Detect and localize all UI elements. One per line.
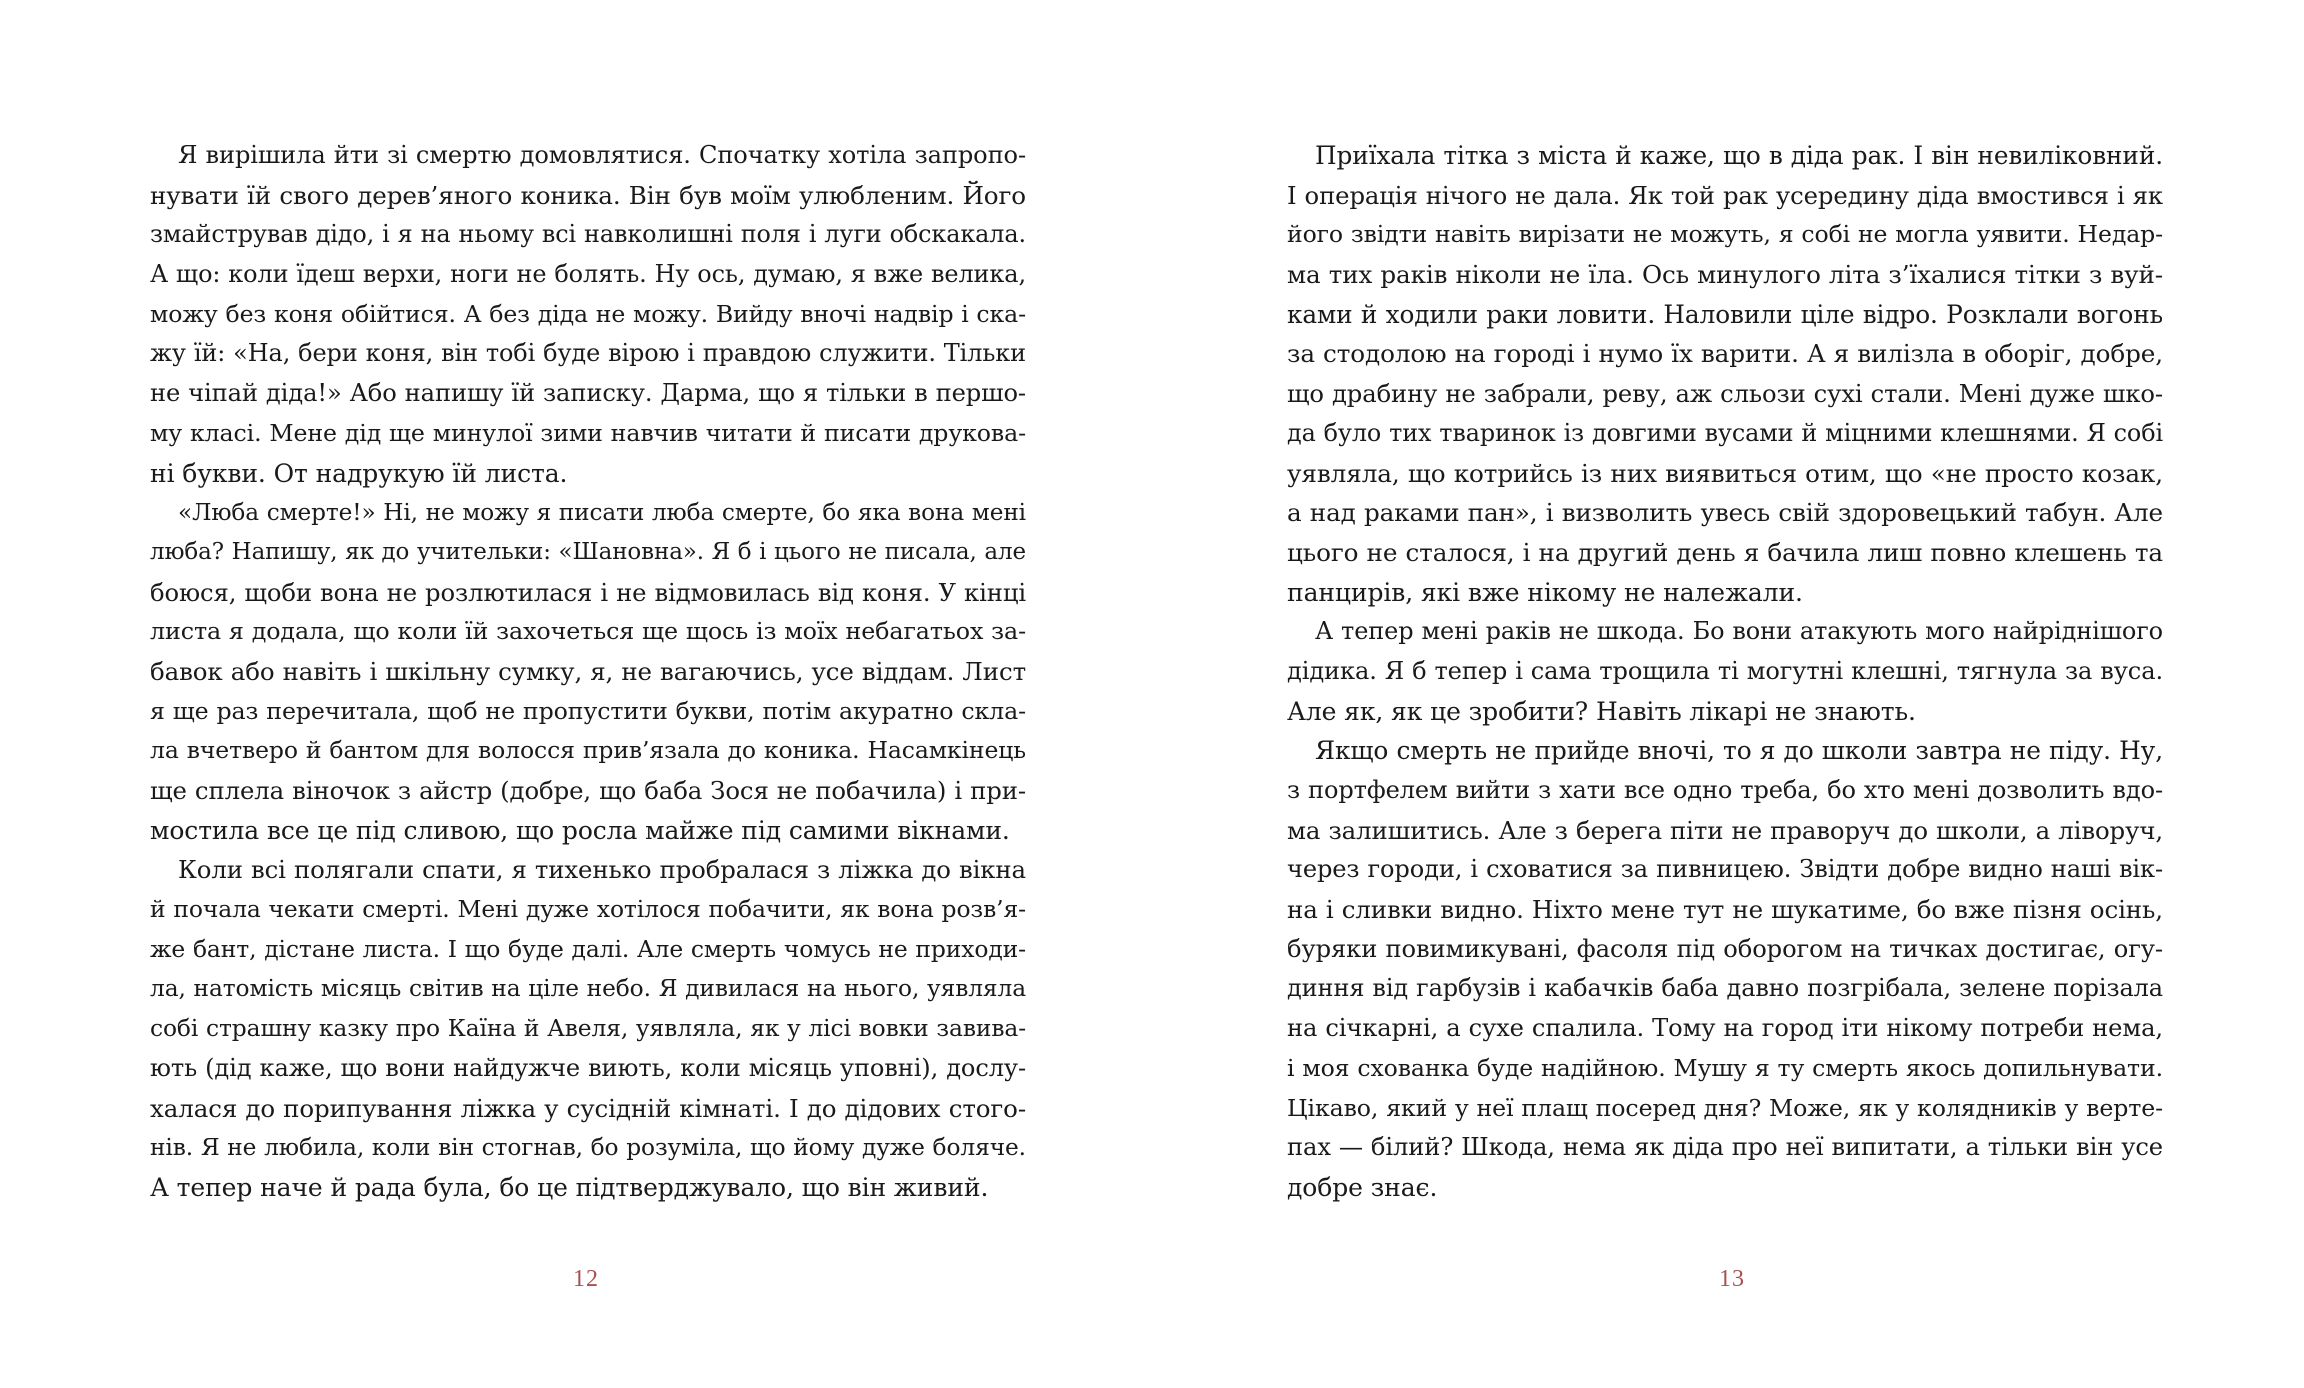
text-line: диння від гарбузів і кабачків баба давно позгрібала, зелене порізала — [1287, 974, 2163, 1003]
text-line: за стодолою на городі і нумо їх варити. А я вилізла в оборіг, добре, — [1287, 339, 2163, 369]
text-line: Якщо смерть не прийде вночі, то я до школи завтра не піду. Ну, — [1315, 736, 2163, 766]
text-line: його звідти навіть вирізати не можуть, я собі не могла уявити. Недар- — [1287, 220, 2163, 249]
text-line: «Люба смерте!» Ні, не можу я писати люба смерте, бо яка вона мені — [178, 499, 1026, 527]
text-line: панцирів, які вже нікому не належали. — [1287, 577, 1803, 607]
text-line: Але як, як це зробити? Навіть лікарі не знають. — [1287, 696, 1916, 726]
text-line: не чіпай діда!» Або напишу їй записку. Дарма, що я тільки в першо- — [150, 379, 1026, 408]
text-line: а над раками пан», і визволить увесь свій здоровецький табун. Але — [1287, 498, 2163, 528]
text-line: да було тих тваринок із довгими вусами й міцними клешнями. Я собі — [1287, 418, 2163, 447]
text-line: добре знає. — [1287, 1172, 1438, 1202]
text-line: ють (дід каже, що вони найдужче виють, коли місяць уповні), дослу- — [150, 1053, 1026, 1082]
text-line: Я вирішила йти зі смертю домовлятися. Спочатку хотіла запропо- — [178, 141, 1026, 169]
text-line: на січкарні, а сухе спалила. Тому на город іти нікому потреби нема, — [1287, 1014, 2163, 1043]
text-line: нувати їй свого дерев’яного коника. Він був моїм улюбленим. Його — [150, 180, 1026, 210]
text-line: буряки повимикувані, фасоля під оборогом на тичках достигає, огу- — [1287, 934, 2163, 963]
text-line: і моя схованка буде надійною. Мушу я ту смерть якось допильнувати. — [1287, 1053, 2163, 1082]
text-line: ні букви. От надрукую їй листа. — [150, 458, 568, 488]
text-line: люба? Напишу, як до учительки: «Шановна». Я б і цього не писала, але — [150, 538, 1026, 565]
text-line: й почала чекати смерті. Мені дуже хотілося побачити, як вона розв’я- — [150, 895, 1026, 924]
text-line: А тепер мені раків не шкода. Бо вони атакують мого найріднішого — [1315, 617, 2163, 646]
page-number: 13 — [1719, 1266, 1745, 1292]
text-line: боюся, щоби вона не розлютилася і не відмовилась від коня. У кінці — [150, 577, 1026, 607]
text-line: А що: коли їдеш верхи, ноги не болять. Ну ось, думаю, я вже велика, — [150, 260, 1026, 289]
text-line: з портфелем вийти з хати все одно треба, бо хто мені дозволить вдо- — [1287, 776, 2163, 804]
text-line: А тепер наче й рада була, бо це підтверджувало, що він живий. — [150, 1172, 989, 1202]
text-line: через городи, і сховатися за пивницею. Звідти добре видно наші вік- — [1287, 855, 2163, 884]
text-line: І операція нічого не дала. Як той рак усередину діда вмостився і як — [1287, 180, 2163, 210]
text-line: ма тих раків ніколи не їла. Ось минулого літа з’їхалися тітки з вуй- — [1287, 260, 2163, 290]
text-line: му класі. Мене дід ще минулої зими навчив читати й писати друкова- — [150, 418, 1026, 447]
text-line: пах — білий? Шкода, нема як діда про неї випитати, а тільки він усе — [1287, 1133, 2163, 1162]
text-line: жу їй: «На, бери коня, він тобі буде вірою і правдою служити. Тільки — [150, 339, 1026, 368]
text-line: ла, натомість місяць світив на ціле небо. Я дивилася на нього, уявляла — [150, 975, 1026, 1003]
text-line: на і сливки видно. Ніхто мене тут не шукатиме, бо вже пізня осінь, — [1287, 895, 2163, 925]
text-line: Цікаво, який у неї плащ посеред дня? Може, як у колядників у верте- — [1287, 1093, 2163, 1122]
text-line: ками й ходили раки ловити. Наловили ціле відро. Розклали вогонь — [1287, 299, 2163, 329]
text-line: уявляла, що котрийсь із них виявиться отим, що «не просто козак, — [1287, 458, 2163, 488]
text-line: халася до порипування ліжка у сусідній кімнаті. І до дідових стого- — [150, 1093, 1026, 1123]
text-line: Приїхала тітка з міста й каже, що в діда рак. І він невиліковний. — [1315, 141, 2163, 170]
text-line: змайстрував дідо, і я на ньому всі навколишні поля і луги обскакала. — [150, 220, 1026, 249]
text-line: можу без коня обійтися. А без діда не можу. Вийду вночі надвір і ска- — [150, 299, 1026, 328]
text-line: листа я додала, що коли їй захочеться ще щось із моїх небагатьох за- — [150, 617, 1026, 646]
left-page-text — [150, 136, 1026, 1208]
text-line: ще сплела віночок з айстр (добре, що баба Зося не побачила) і при- — [150, 776, 1026, 805]
text-line: дідика. Я б тепер і сама трощила ті могутні клешні, тягнула за вуса. — [1287, 656, 2163, 685]
text-line: же бант, дістане листа. І що буде далі. Але смерть чомусь не приходи- — [150, 934, 1026, 963]
text-line: бавок або навіть і шкільну сумку, я, не вагаючись, усе віддам. Лист — [150, 656, 1026, 686]
text-line: я ще раз перечитала, щоб не пропустити букви, потім акуратно скла- — [150, 696, 1026, 725]
text-line: ла вчетверо й бантом для волосся прив’язала до коника. Насамкінець — [150, 736, 1026, 765]
text-line: мостила все це під сливою, що росла майже під самими вікнами. — [150, 815, 1010, 845]
right-page — [1152, 0, 2304, 1388]
text-line: що драбину не забрали, реву, аж сльози сухі стали. Мені дуже шко- — [1287, 379, 2163, 409]
right-page-text — [1287, 136, 2163, 1208]
text-line: ма залишитись. Але з берега піти не праворуч до школи, а ліворуч, — [1287, 815, 2163, 845]
page-number: 12 — [573, 1266, 599, 1292]
text-line: Коли всі полягали спати, я тихенько пробралася з ліжка до вікна — [178, 855, 1026, 885]
text-line: собі страшну казку про Каїна й Авеля, уявляла, як у лісі вовки завива- — [150, 1014, 1026, 1043]
text-line: нів. Я не любила, коли він стогнав, бо розуміла, що йому дуже боляче. — [150, 1134, 1026, 1162]
text-line: цього не сталося, і на другий день я бачила лиш повно клешень та — [1287, 537, 2163, 567]
